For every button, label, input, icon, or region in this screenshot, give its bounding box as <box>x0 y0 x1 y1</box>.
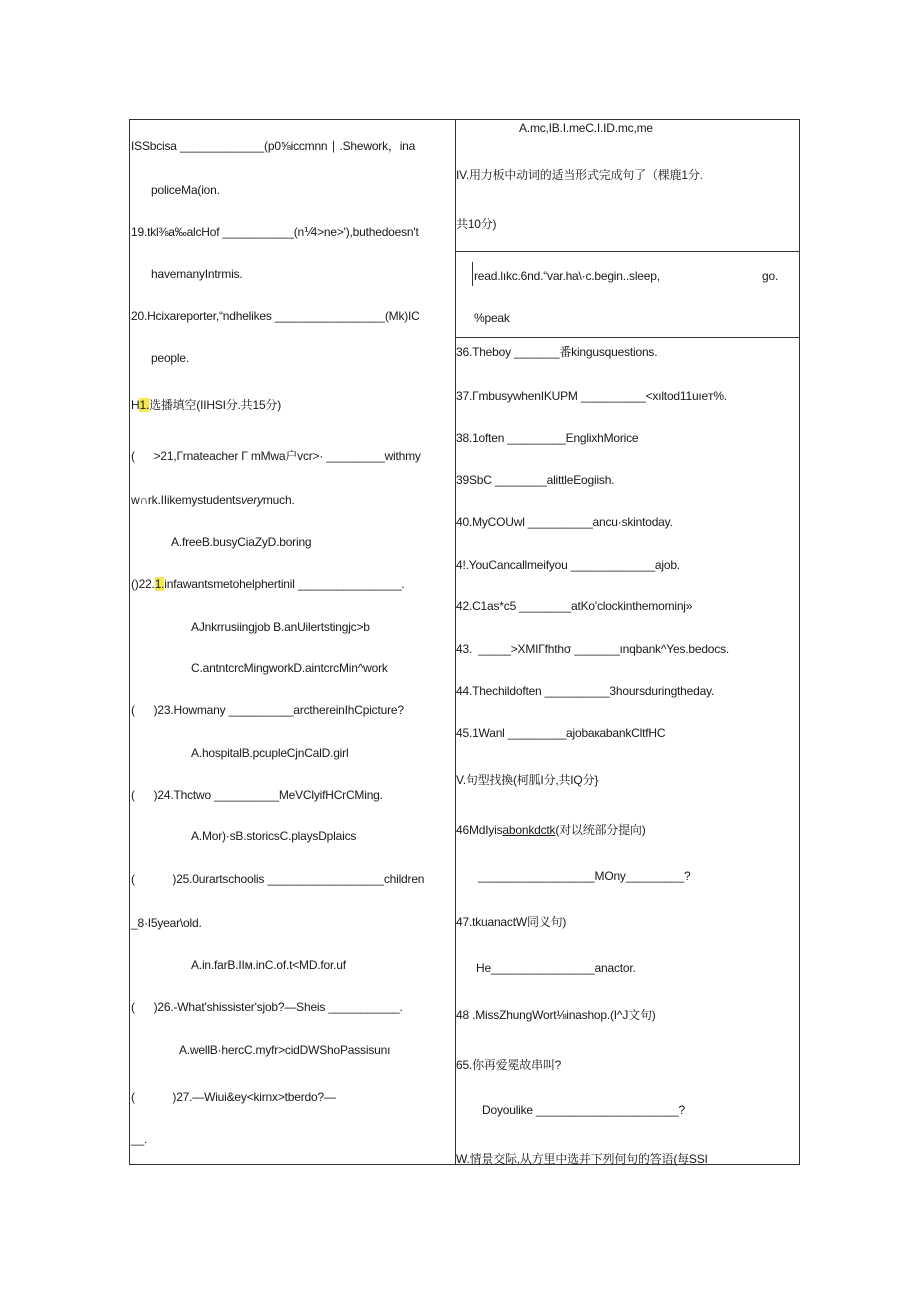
question-26: ( )26.-What'shissister'sjob?—Sheis ___________. <box>131 1000 403 1014</box>
question-25-options: A.in.farB.IIм.inC.of.t<MD.for.uf <box>191 958 346 972</box>
row-divider <box>455 251 800 252</box>
question-25-cont: _8·I5year\old. <box>131 916 202 930</box>
question-22: ()22.1.infawantsmetohelphertinil ________________. <box>131 577 405 591</box>
question-23: ( )23.Howmany __________arcthereinIhCpicture? <box>131 703 404 717</box>
question-40: 40.MyCOUwl __________ancu·skintoday. <box>456 515 673 529</box>
left-line-5: 20.Hcixareporter,“ndhelikes _________________(Mk)IC <box>131 309 420 323</box>
question-45: 45.1Wanl _________ajobaкabankCltfHC <box>456 726 666 740</box>
section4-title: IV.用力板中动词的适当形式完成句了（棵鹿1分. <box>456 168 703 182</box>
section3-heading: H1.选播填空(IIHSI分.共15分) <box>131 398 282 412</box>
section5-title: V.句型找換(柯胍I分,共IQ分} <box>456 773 599 787</box>
word-box-marker <box>472 262 473 286</box>
question-43: 43. _____>XMIΓfhthσ _______ınqbank^Yes.bedocs. <box>456 642 730 656</box>
question-21: ( >21,Гrnateacher Γ mMwa户vcr>· _________withmy <box>131 449 421 463</box>
word-box-line-2: %peak <box>474 311 510 325</box>
left-line-1: ISSbcisa _____________(p0⅝iccmnn ∣ .Shework，ina <box>131 139 416 153</box>
question-21-cont: w∩rk.IIikemystudentsverymuch. <box>131 493 295 507</box>
question-27-cont: __. <box>131 1132 148 1146</box>
question-47: 47.tkuanactW同义句) <box>456 915 567 929</box>
question-25: ( )25.0urartschoolis __________________children <box>131 872 425 886</box>
question-47-answer: He________________anactor. <box>476 961 636 975</box>
question-41: 4!.YouCancallmeifyou _____________ajob. <box>456 558 680 572</box>
section6-title: W.情景交际,从方里中选并下列何句的答语(每SSI <box>456 1152 708 1166</box>
question-24-options: A.Mor)·sB.storicsC.playsDplaics <box>191 829 357 843</box>
question-48: 48 .MissZhungWort⅛inashop.(I^J文句) <box>456 1008 656 1022</box>
question-46-answer: __________________MOny_________? <box>478 869 691 883</box>
question-27: ( )27.—Wiui&ey<kirnx>tberdo?— <box>131 1090 336 1104</box>
word-box-go: go. <box>762 269 779 283</box>
left-line-3: 19.tkl⅜a‰alcHof ___________(n⅟4>ne>'),buthedoesn't <box>131 225 419 239</box>
left-line-2: policeMa(ion. <box>151 183 220 197</box>
left-line-4: havemanyIntrmis. <box>151 267 243 281</box>
question-36: 36.Theboy _______番kingusquestions. <box>456 345 658 359</box>
question-37: 37.ΓmbusywhenIKUPM __________<xıltod11uıeт%. <box>456 389 727 403</box>
question-46: 46MdIyisabonkdctk(对以统部分提向) <box>456 823 646 837</box>
question-44: 44.Thechildoften __________3hoursduringtheday. <box>456 684 715 698</box>
options-row: A.mc,IB.I.meC.I.ID.mc,me <box>519 121 653 135</box>
question-26-options: A.wellB·hercC.myfr>cidDWShoPassisunı <box>179 1043 391 1057</box>
left-line-6: people. <box>151 351 189 365</box>
row-divider <box>455 337 800 338</box>
question-65-answer: Doyoulike ______________________? <box>482 1103 685 1117</box>
section4-title-cont: 共10分) <box>456 217 497 231</box>
question-38: 38.1often _________EnglixhMorice <box>456 431 639 445</box>
question-22-options-cd: C.antntcrcMingworkD.aintcrcMin^work <box>191 661 388 675</box>
question-39: 39SbC ________alittleEogiish. <box>456 473 615 487</box>
question-23-options: A.hospitalB.pcupleCjnCalD.girl <box>191 746 349 760</box>
question-21-options: A.freeB.busyCiaZyD.boring <box>171 535 312 549</box>
question-65: 65.你再爱冕故串叫? <box>456 1058 562 1072</box>
question-42: 42.C1as*c5 ________atKo'clockinthemominj» <box>456 599 693 613</box>
question-22-options-ab: AJnkrrusiingjob B.anUilertstingjc>b <box>191 620 370 634</box>
question-24: ( )24.Thctwo __________MeVClyifHCrCMing. <box>131 788 383 802</box>
word-box-line-1: read.lıkc.6nd.“var.ha\·c.begin..sleep, <box>474 269 660 283</box>
